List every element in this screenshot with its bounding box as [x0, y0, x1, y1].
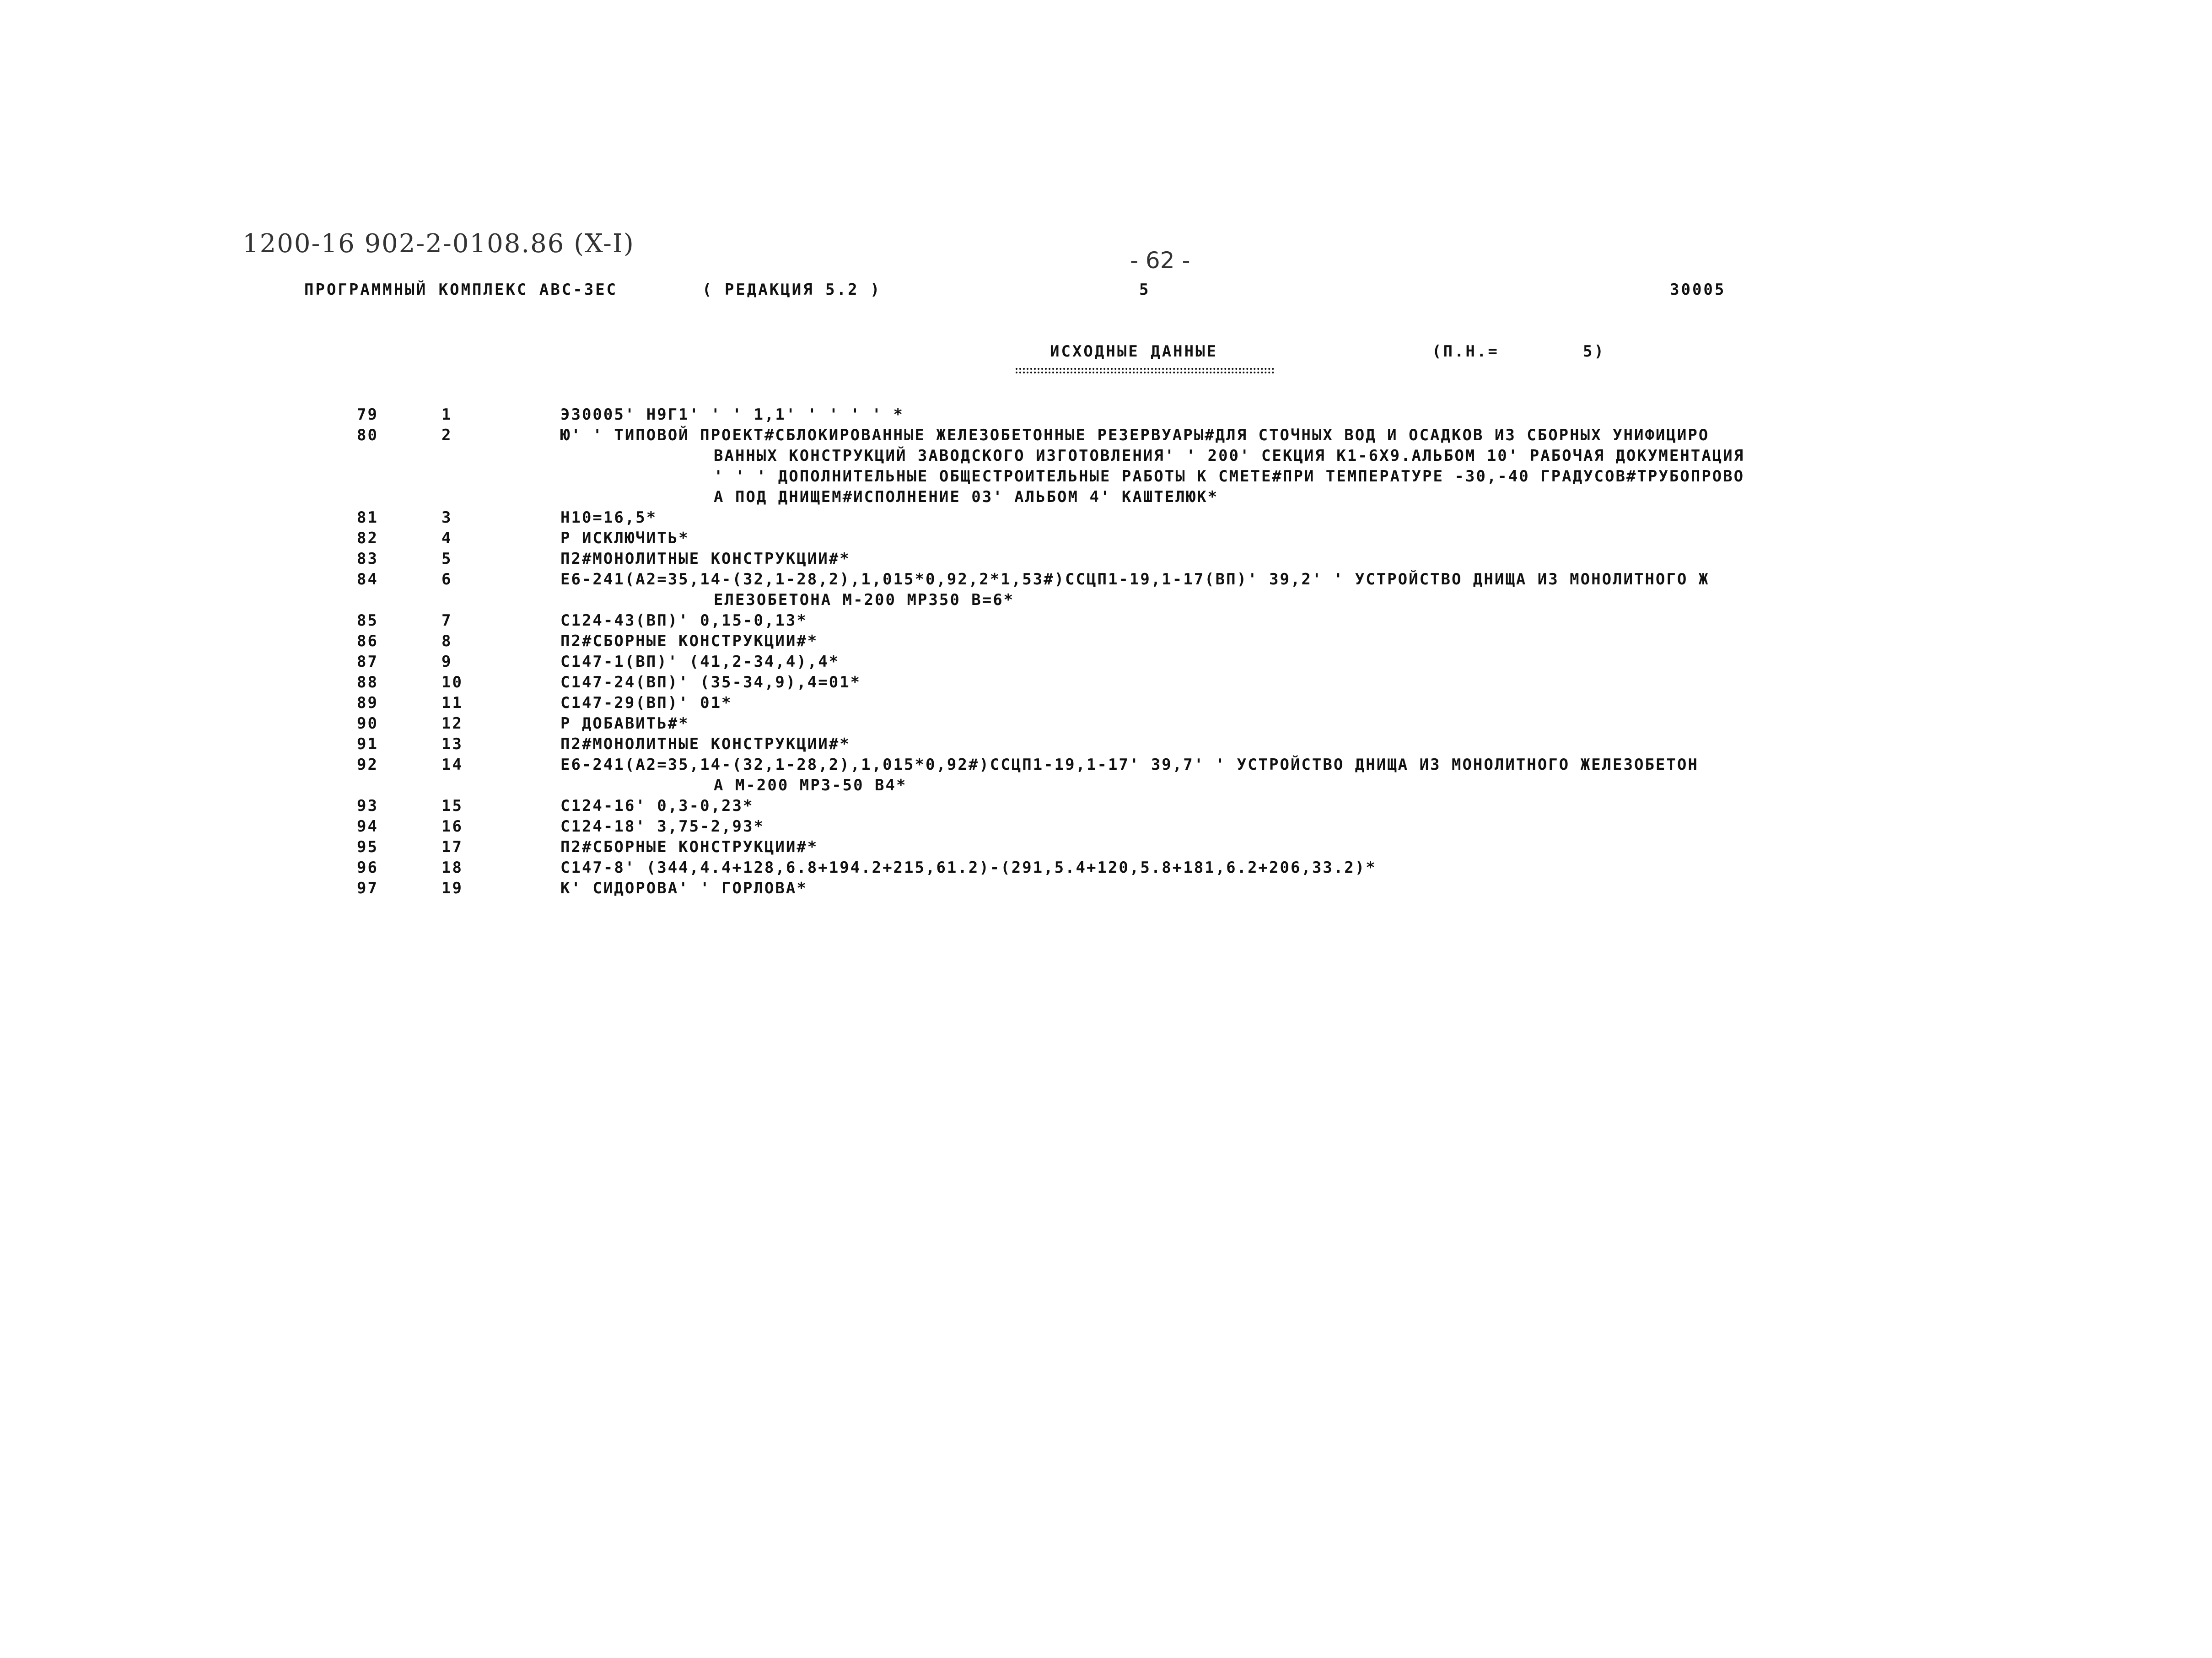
row-index: 16 — [441, 817, 463, 836]
row-index: 2 — [441, 426, 452, 444]
row-number: 96 — [357, 859, 378, 877]
table-row — [0, 631, 2212, 652]
table-row — [0, 610, 2212, 631]
table-row — [0, 755, 2212, 775]
row-number: 89 — [357, 694, 378, 712]
row-text: Р ИСКЛЮЧИТЬ* — [560, 529, 689, 547]
row-text: С147-29(ВП)' 01* — [560, 694, 732, 712]
row-number: 83 — [357, 550, 378, 568]
header-edition: ( РЕДАКЦИЯ 5.2 ) — [702, 281, 882, 299]
row-number: 79 — [357, 405, 378, 424]
row-number: 87 — [357, 653, 378, 671]
row-text: К' СИДОРОВА' ' ГОРЛОВА* — [560, 879, 807, 897]
row-index: 10 — [441, 673, 463, 691]
row-index: 17 — [441, 838, 463, 856]
row-text: П2#СБОРНЫЕ КОНСТРУКЦИИ#* — [560, 838, 818, 856]
header-program: ПРОГРАММНЫЙ КОМПЛЕКС АВС-3ЕС — [304, 281, 618, 299]
row-index: 1 — [441, 405, 452, 424]
header-number: 30005 — [1670, 281, 1726, 299]
row-index: 15 — [441, 797, 463, 815]
row-number: 94 — [357, 817, 378, 836]
page-number: - 62 - — [1130, 247, 1190, 274]
row-index: 19 — [441, 879, 463, 897]
row-text: Е6-241(А2=35,14-(32,1-28,2),1,015*0,92#)ССЦП1-19,1-17' 39,7' ' УСТРОЙСТВО ДНИЩА ИЗ МОНОЛИТНОГО ЖЕЛЕЗОБЕТОН — [560, 756, 1699, 774]
row-index: 9 — [441, 653, 452, 671]
row-text: С124-16' 0,3-0,23* — [560, 797, 754, 815]
section-pn-value: 5) — [1583, 342, 1605, 361]
row-continuation: ' ' ' ДОПОЛНИТЕЛЬНЫЕ ОБЩЕСТРОИТЕЛЬНЫЕ РАБОТЫ К СМЕТЕ#ПРИ ТЕМПЕРАТУРЕ -30,-40 ГРАДУСОВ#ТРУБОПРОВО — [714, 467, 1745, 486]
row-number: 90 — [357, 714, 378, 733]
row-text: П2#МОНОЛИТНЫЕ КОНСТРУКЦИИ#* — [560, 550, 850, 568]
row-text: С147-8' (344,4.4+128,6.8+194.2+215,61.2)-(291,5.4+120,5.8+181,6.2+206,33.2)* — [560, 859, 1377, 877]
table-row — [0, 796, 2212, 816]
row-continuation: А М-200 МРЗ-50 В4* — [714, 776, 907, 794]
row-text: Е6-241(А2=35,14-(32,1-28,2),1,015*0,92,2*1,53#)ССЦП1-19,1-17(ВП)' 39,2' ' УСТРОЙСТВО ДНИЩА ИЗ МОНОЛИТНОГО Ж — [560, 570, 1710, 589]
row-text: Р ДОБАВИТЬ#* — [560, 714, 689, 733]
section-title: ИСХОДНЫЕ ДАННЫЕ — [1050, 342, 1218, 361]
table-row — [0, 878, 2212, 899]
row-text: Э30005' Н9Г1' ' ' 1,1' ' ' ' ' * — [560, 405, 904, 424]
table-row — [0, 569, 2212, 590]
row-index: 18 — [441, 859, 463, 877]
row-index: 4 — [441, 529, 452, 547]
table-row — [0, 425, 2212, 446]
row-index: 11 — [441, 694, 463, 712]
row-number: 91 — [357, 735, 378, 753]
handwritten-reference: 1200-16 902-2-0108.86 (X-I) — [242, 229, 635, 259]
row-number: 80 — [357, 426, 378, 444]
header-code: 5 — [1139, 281, 1151, 299]
row-continuation: ЕЛЕЗОБЕТОНА М-200 МРЗ50 В=6* — [714, 591, 1015, 609]
row-number: 84 — [357, 570, 378, 589]
table-row — [0, 837, 2212, 858]
row-text: С124-43(ВП)' 0,15-0,13* — [560, 611, 807, 630]
row-text: С124-18' 3,75-2,93* — [560, 817, 764, 836]
row-index: 12 — [441, 714, 463, 733]
row-index: 6 — [441, 570, 452, 589]
table-row — [0, 693, 2212, 713]
table-row — [0, 734, 2212, 755]
row-index: 13 — [441, 735, 463, 753]
row-number: 86 — [357, 632, 378, 650]
row-index: 5 — [441, 550, 452, 568]
table-row — [0, 528, 2212, 549]
row-number: 95 — [357, 838, 378, 856]
row-text: Н10=16,5* — [560, 508, 657, 527]
row-number: 88 — [357, 673, 378, 691]
row-index: 7 — [441, 611, 452, 630]
section-pn-label: (П.Н.= — [1432, 342, 1499, 361]
table-row — [0, 713, 2212, 734]
row-index: 8 — [441, 632, 452, 650]
row-text: Ю' ' ТИПОВОЙ ПРОЕКТ#СБЛОКИРОВАННЫЕ ЖЕЛЕЗОБЕТОННЫЕ РЕЗЕРВУАРЫ#ДЛЯ СТОЧНЫХ ВОД И ОСАДКОВ ИЗ СБОРНЫХ УНИФИЦИРО — [560, 426, 1710, 444]
row-text: П2#МОНОЛИТНЫЕ КОНСТРУКЦИИ#* — [560, 735, 850, 753]
row-number: 81 — [357, 508, 378, 527]
table-row — [0, 816, 2212, 837]
row-text: С147-24(ВП)' (35-34,9),4=01* — [560, 673, 861, 691]
row-index: 3 — [441, 508, 452, 527]
table-row — [0, 508, 2212, 528]
row-number: 85 — [357, 611, 378, 630]
table-row — [0, 549, 2212, 569]
row-number: 97 — [357, 879, 378, 897]
row-continuation: А ПОД ДНИЩЕМ#ИСПОЛНЕНИЕ 03' АЛЬБОМ 4' КАШТЕЛЮК* — [714, 488, 1219, 506]
row-index: 14 — [441, 756, 463, 774]
row-text: С147-1(ВП)' (41,2-34,4),4* — [560, 653, 840, 671]
table-row — [0, 405, 2212, 425]
row-continuation: ВАННЫХ КОНСТРУКЦИЙ ЗАВОДСКОГО ИЗГОТОВЛЕНИЯ' ' 200' СЕКЦИЯ К1-6Х9.АЛЬБОМ 10' РАБОЧАЯ ДОКУМЕНТАЦИЯ — [714, 447, 1745, 465]
row-number: 82 — [357, 529, 378, 547]
section-underline — [1016, 368, 1274, 373]
row-text: П2#СБОРНЫЕ КОНСТРУКЦИИ#* — [560, 632, 818, 650]
row-number: 93 — [357, 797, 378, 815]
table-row — [0, 672, 2212, 693]
row-number: 92 — [357, 756, 378, 774]
table-row — [0, 858, 2212, 878]
table-row — [0, 652, 2212, 672]
